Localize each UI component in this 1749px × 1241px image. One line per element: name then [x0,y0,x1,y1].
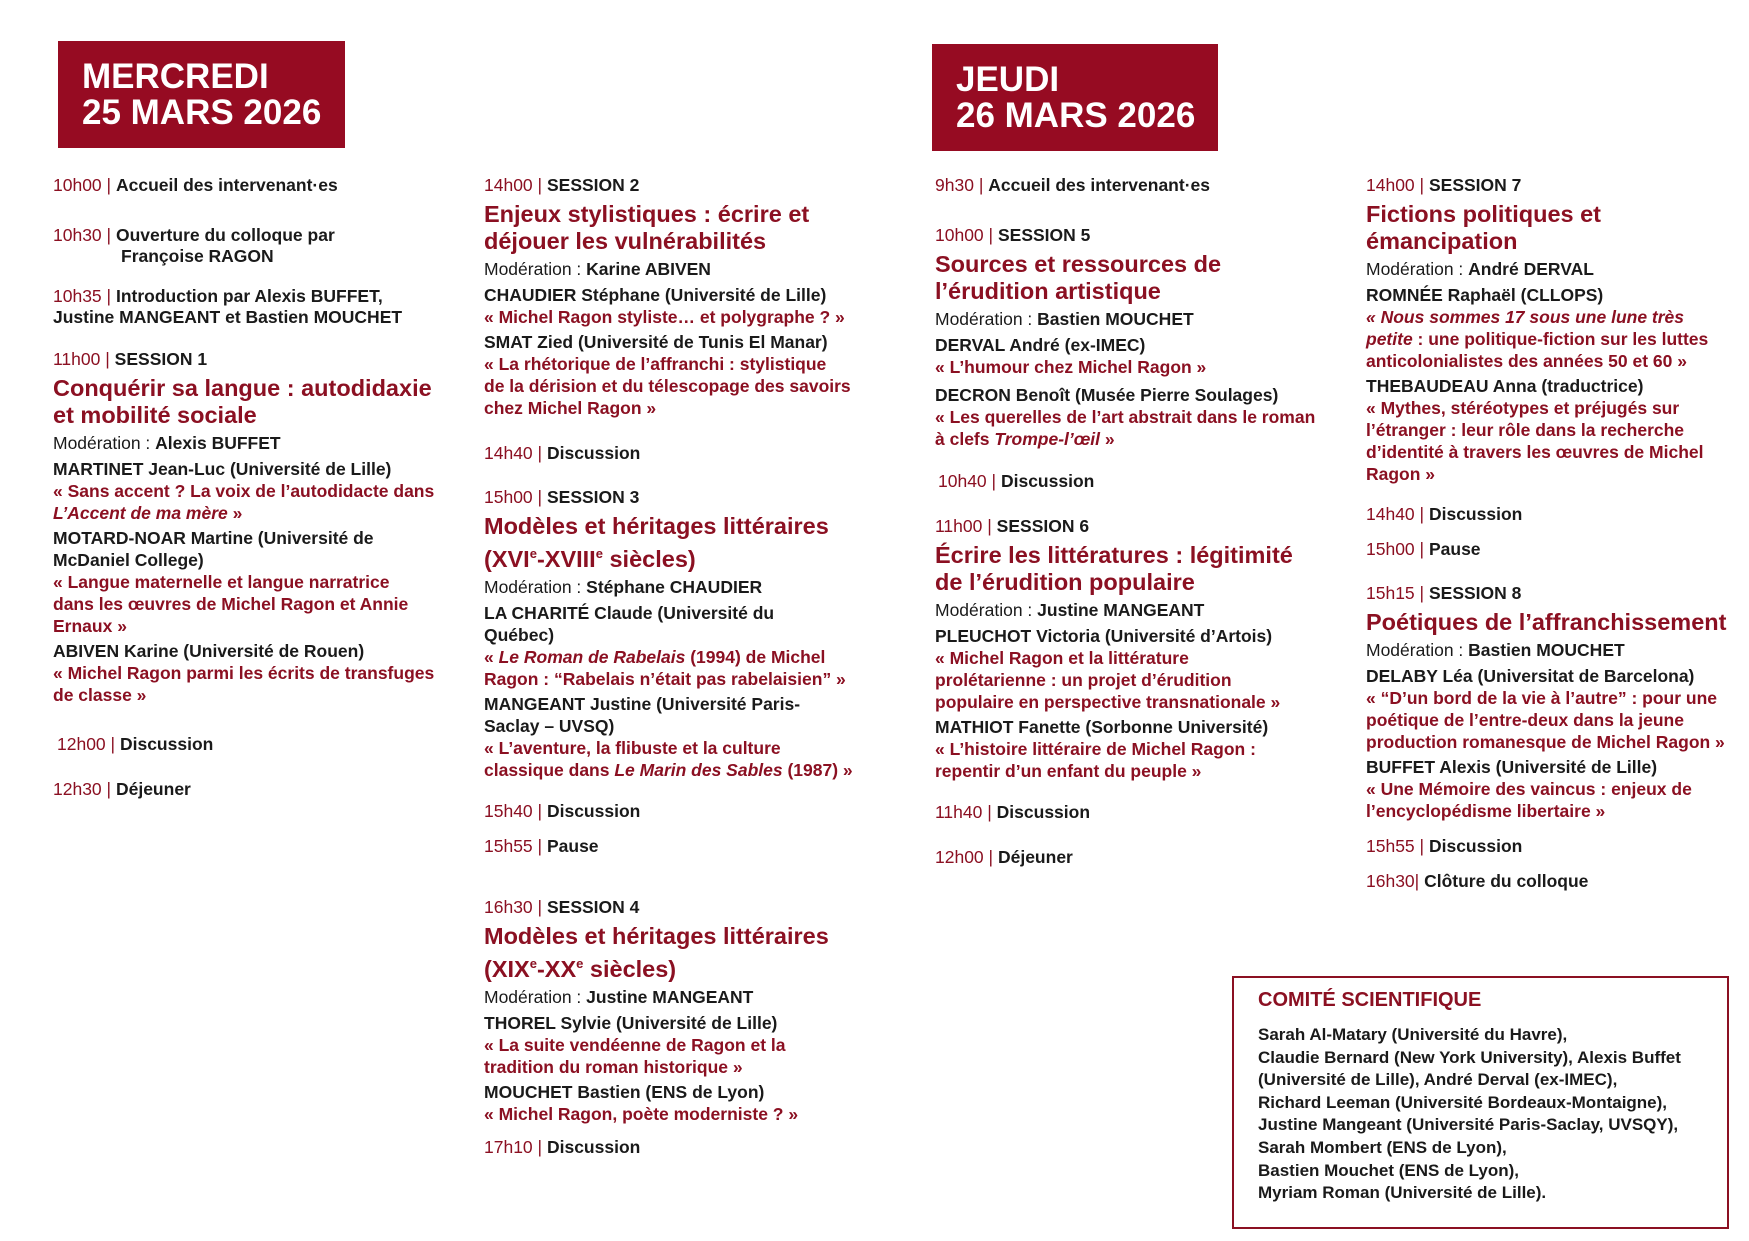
day-name: MERCREDI [82,57,269,96]
speaker: CHAUDIER Stéphane (Université de Lille) [484,285,827,305]
schedule-item: 14h40 | Discussion [1366,504,1523,524]
session-title: Fictions politiques et émancipation [1366,201,1602,254]
talk-title: « Michel Ragon et la littérature prolétarienne : un projet d’érudition populaire en perspective transnationale » [935,648,1281,712]
talk-title: « Mythes, stéréotypes et préjugés sur l’étranger : leur rôle dans la recherche d’identité à travers les œuvres de Michel Ragon » [1366,398,1704,484]
moderation: Modération : André DERVAL [1366,259,1594,279]
day-header-wednesday [58,41,345,148]
speaker: MANGEANT Justine (Université Paris- Saclay – UVSQ) [484,693,801,736]
session-8: 15h15 | SESSION 8 Poétiques de l’affranchissement Modération : Bastien MOUCHET DELABY Léa (Universitat de Barcelona) « “D’un bord de la vie à l’autre” : pour une poétique de l’entre-deux dans la jeune production romanesque de Michel Ragon » BUFFET Alexis (Université de Lille) « Une Mémoire des vaincus : enjeux de l’encyclopédisme libertaire » [1366,583,1741,822]
session-5: 10h00 | SESSION 5 Sources et ressources de l’érudition artistique Modération : Bastien MOUCHET DERVAL André (ex-IMEC) « L’humour chez Michel Ragon » DECRON Benoît (Musée Pierre Soulages) « Les querelles de l’art abstrait dans le roman à clefs Trompe-l’œil » [935,225,1335,450]
speaker: DERVAL André (ex-IMEC) [935,335,1146,355]
speaker: THOREL Sylvie (Université de Lille) [484,1012,778,1033]
committee-member: Claudie Bernard (New York University), Alexis Buffet [1258,1047,1681,1067]
talk-title: « Langue maternelle et langue narratrice dans les œuvres de Michel Ragon et Annie Ernaux » [53,572,409,636]
talk-title: « La rhétorique de l’affranchi : stylistique de la dérision et du télescopage des savoirs chez Michel Ragon » [484,354,851,418]
schedule-item: 10h35 | Introduction par Alexis BUFFET, Justine MANGEANT et Bastien MOUCHET [53,286,403,327]
schedule-item: 12h00 | Discussion [57,734,214,754]
moderation: Modération : Alexis BUFFET [53,433,281,453]
committee-member: (Université de Lille), André Derval (ex-IMEC), [1258,1070,1618,1090]
schedule-item: 15h55 | Discussion [1366,836,1523,856]
talk-title: « La suite vendéenne de Ragon et la tradition du roman historique » [484,1034,786,1077]
column-wednesday-morning [53,175,453,800]
speaker: LA CHARITÉ Claude (Université du Québec) [484,602,775,645]
moderation: Modération : Bastien MOUCHET [935,309,1194,329]
scientific-committee-box [1232,976,1729,1229]
talk-title: « Sans accent ? La voix de l’autodidacte dans L’Accent de ma mère » [53,481,435,523]
session-2: 14h00 | SESSION 2 Enjeux stylistiques : écrire et déjouer les vulnérabilités Modération : Karine ABIVEN CHAUDIER Stéphane (Université de Lille) « Michel Ragon styliste… et polygraphe ? » SMAT Zied (Université de Tunis El Manar) « La rhétorique de l’affranchi : stylistique de la dérision et du télescopage des savoirs chez Michel Ragon » [484,175,874,419]
speaker: ABIVEN Karine (Université de Rouen) [53,641,365,661]
day-date: 26 MARS 2026 [956,96,1196,135]
committee-member: Sarah Mombert (ENS de Lyon), [1258,1137,1507,1157]
moderation: Modération : Bastien MOUCHET [1366,640,1625,660]
speaker: MOTARD-NOAR Martine (Université de McDaniel College) [53,528,374,570]
speaker: MOUCHET Bastien (ENS de Lyon) [484,1081,765,1102]
speaker: MATHIOT Fanette (Sorbonne Université) [935,717,1269,737]
schedule-item: 10h30 | Ouverture du colloque par Françoise RAGON [53,225,335,266]
committee-member: Sarah Al-Matary (Université du Havre), [1258,1025,1568,1044]
session-title: Sources et ressources de l’érudition artistique [935,251,1222,304]
schedule-item: 10h40 | Discussion [938,471,1095,491]
session-4: 16h30 | SESSION 4 Modèles et héritages littéraires (XIXe-XXe siècles) Modération : Justine MANGEANT THOREL Sylvie (Université de Lille) « La suite vendéenne de Ragon et la tradition du roman historique » MOUCHET Bastien (ENS de Lyon) « Michel Ragon, poète moderniste ? » [484,897,874,1125]
moderation: Modération : Justine MANGEANT [935,600,1205,620]
committee-member: Myriam Roman (Université de Lille). [1258,1183,1547,1203]
day-header-thursday [932,44,1218,151]
committee-member: Justine Mangeant (Université Paris-Saclay, UVSQY), [1258,1115,1679,1135]
session-1: 11h00 | SESSION 1 Conquérir sa langue : autodidaxie et mobilité sociale Modération : Alexis BUFFET MARTINET Jean-Luc (Université de Lille) « Sans accent ? La voix de l’autodidacte dans L’Accent de ma mère » MOTARD-NOAR Martine (Université de McDaniel College) « Langue maternelle et langue narratrice dans les œuvres de Michel Ragon et Annie Ernaux » ABIVEN Karine (Université de Rouen) « Michel Ragon parmi les écrits de transfuges de classe » [53,349,453,706]
schedule-item: 17h10 | Discussion [484,1136,641,1157]
session-3: 15h00 | SESSION 3 Modèles et héritages littéraires (XVIe-XVIIIe siècles) Modération : Stéphane CHAUDIER LA CHARITÉ Claude (Université du Québec) « Le Roman de Rabelais (1994) de Michel Ragon : “Rabelais n’était pas rabelaisien” » MANGEANT Justine (Université Paris- Saclay – UVSQ) « L’aventure, la flibuste et la culture classique dans Le Marin des Sables (1987) » [484,487,874,781]
speaker: MARTINET Jean-Luc (Université de Lille) [53,459,392,479]
schedule-item: 15h40 | Discussion [484,800,641,821]
talk-title: « “D’un bord de la vie à l’autre” : pour une poétique de l’entre-deux dans la jeune production romanesque de Michel Ragon » [1366,688,1725,752]
moderation: Modération : Karine ABIVEN [484,259,711,279]
speaker: SMAT Zied (Université de Tunis El Manar) [484,332,828,352]
session-title: Modèles et héritages littéraires (XIXe-XXe siècles) [484,922,829,982]
session-title: Poétiques de l’affranchissement [1366,609,1727,635]
talk-title: « L’histoire littéraire de Michel Ragon : repentir d’un enfant du peuple » [935,739,1256,781]
column-thursday-morning [935,175,1335,868]
committee-heading: COMITÉ SCIENTIFIQUE [1258,989,1482,1011]
talk-title: « Michel Ragon parmi les écrits de transfuges de classe » [53,663,435,705]
day-date: 25 MARS 2026 [82,93,322,132]
schedule-item: 11h40 | Discussion [935,802,1091,822]
column-wednesday-afternoon [484,175,874,1158]
schedule-item: 15h55 | Pause [484,835,599,856]
talk-title: « Nous sommes 17 sous une lune très petite : une politique-fiction sur les luttes anticolonialistes des années 50 et 60 » [1366,307,1709,371]
talk-title: « Michel Ragon styliste… et polygraphe ? » [484,307,845,327]
talk-title: « L’aventure, la flibuste et la culture classique dans Le Marin des Sables (1987) » [484,737,853,780]
talk-title: « Les querelles de l’art abstrait dans le roman à clefs Trompe-l’œil » [935,407,1316,449]
moderation: Modération : Stéphane CHAUDIER [484,576,763,597]
moderation: Modération : Justine MANGEANT [484,986,754,1007]
speaker: THEBAUDEAU Anna (traductrice) [1366,376,1644,396]
speaker: DELABY Léa (Universitat de Barcelona) [1366,666,1695,686]
session-7: 14h00 | SESSION 7 Fictions politiques et émancipation Modération : André DERVAL ROMNÉE Raphaël (CLLOPS) « Nous sommes 17 sous une lune très petite : une politique-fiction sur les luttes anticolonialistes des années 50 et 60 » THEBAUDEAU Anna (traductrice) « Mythes, stéréotypes et préjugés sur l’étranger : leur rôle dans la recherche d’identité à travers les œuvres de Michel Ragon » [1366,175,1741,485]
day-name: JEUDI [956,60,1060,99]
schedule-item: 14h40 | Discussion [484,443,641,463]
speaker: DECRON Benoît (Musée Pierre Soulages) [935,385,1279,405]
session-6: 11h00 | SESSION 6 Écrire les littératures : légitimité de l’érudition populaire Modération : Justine MANGEANT PLEUCHOT Victoria (Université d’Artois) « Michel Ragon et la littérature prolétarienne : un projet d’érudition populaire en perspective transnationale » MATHIOT Fanette (Sorbonne Université) « L’histoire littéraire de Michel Ragon : repentir d’un enfant du peuple » [935,516,1335,782]
speaker: PLEUCHOT Victoria (Université d’Artois) [935,626,1273,646]
schedule-item: 15h00 | Pause [1366,539,1481,559]
committee-member: Richard Leeman (Université Bordeaux-Montaigne), [1258,1092,1668,1112]
session-title: Modèles et héritages littéraires (XVIe-XVIIIe siècles) [484,513,829,572]
talk-title: « Une Mémoire des vaincus : enjeux de l’encyclopédisme libertaire » [1366,779,1692,821]
schedule-item: 9h30 | Accueil des intervenant·es [935,175,1210,195]
speaker: ROMNÉE Raphaël (CLLOPS) [1366,285,1604,305]
committee-member: Bastien Mouchet (ENS de Lyon), [1258,1160,1520,1180]
talk-title: « Michel Ragon, poète moderniste ? » [484,1103,799,1124]
talk-title: « Le Roman de Rabelais (1994) de Michel Ragon : “Rabelais n’était pas rabelaisien” » [484,646,846,689]
speaker: BUFFET Alexis (Université de Lille) [1366,757,1658,777]
talk-title: « L’humour chez Michel Ragon » [935,357,1207,377]
schedule-item: 12h30 | Déjeuner [53,779,191,799]
session-title: Enjeux stylistiques : écrire et déjouer les vulnérabilités [484,201,810,254]
schedule-item: 10h00 | Accueil des intervenant·es [53,175,338,195]
schedule-item: 16h30| Clôture du colloque [1366,871,1589,891]
session-title: Conquérir sa langue : autodidaxie et mobilité sociale [53,375,432,428]
schedule-item: 12h00 | Déjeuner [935,847,1073,867]
column-thursday-afternoon [1366,175,1741,892]
session-title: Écrire les littératures : légitimité de l’érudition populaire [935,542,1293,595]
